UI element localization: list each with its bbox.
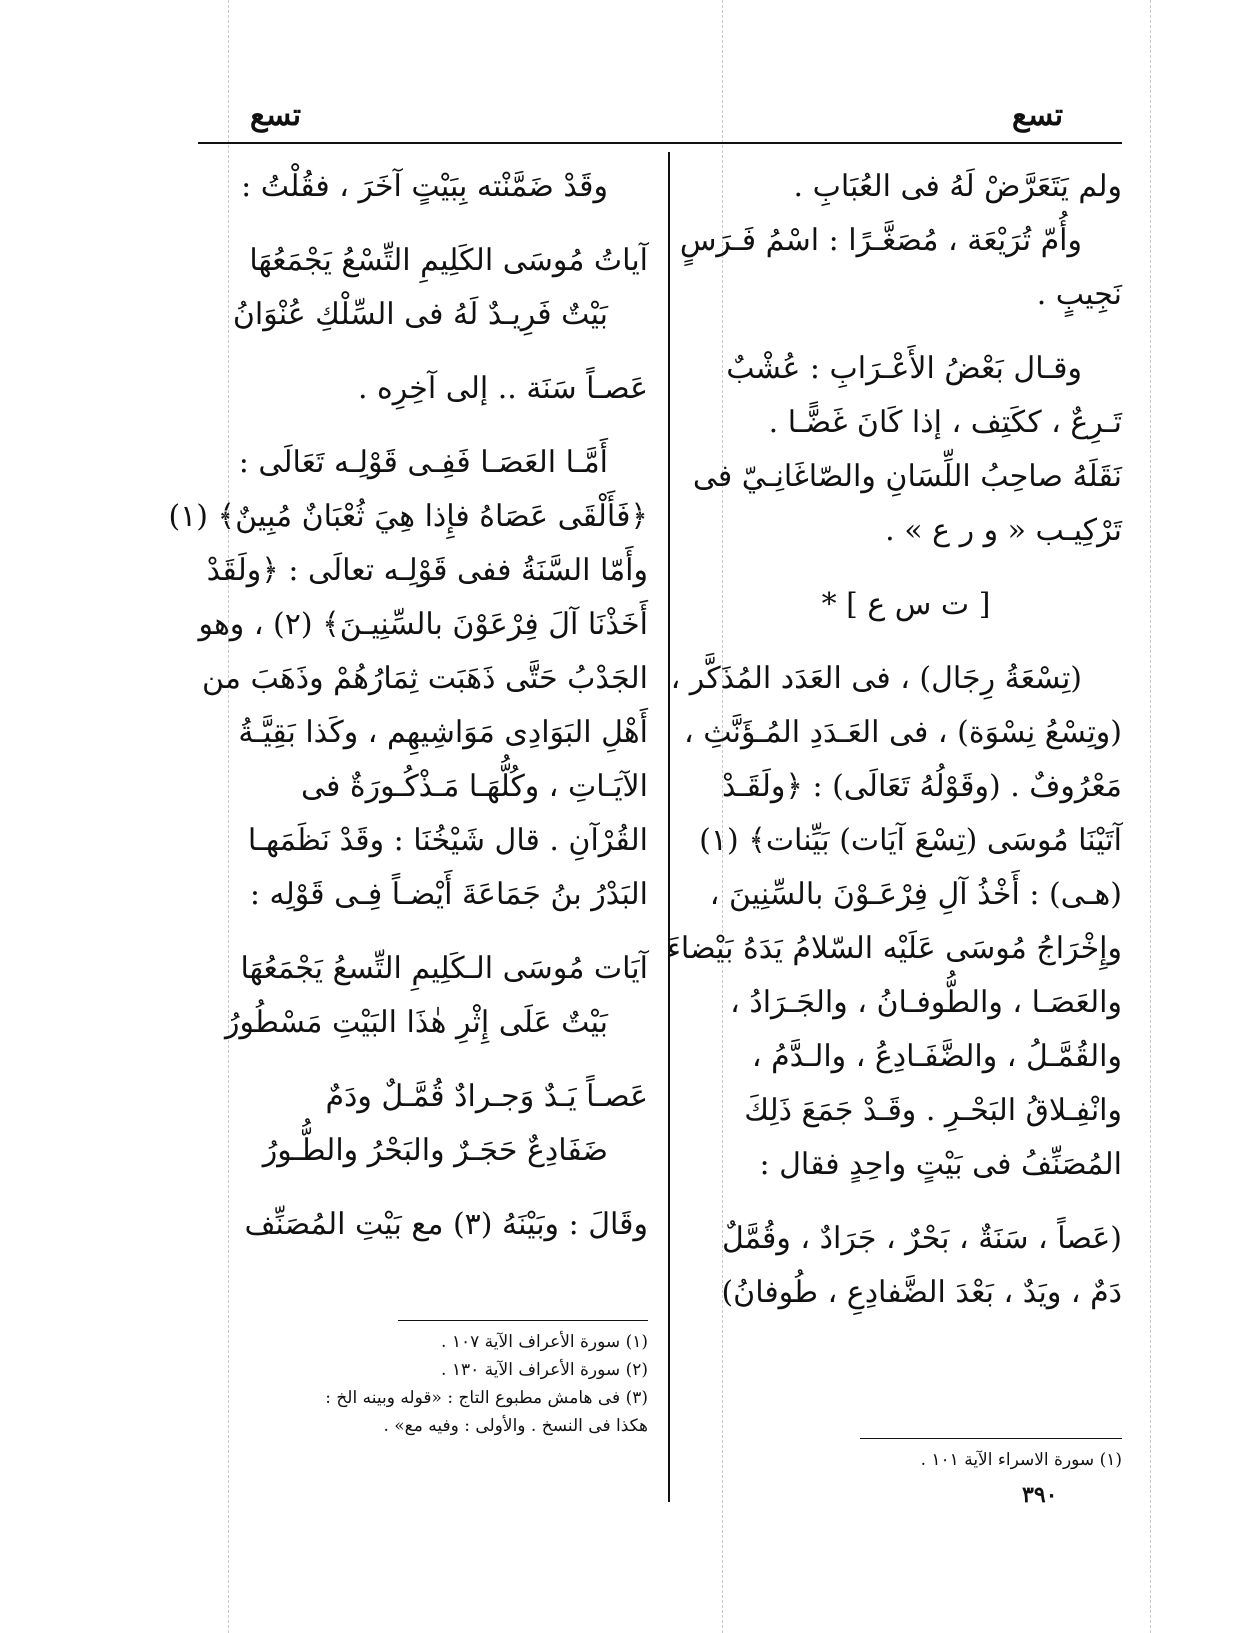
footnote-rule — [398, 1320, 648, 1321]
footnote-rule — [860, 1438, 1122, 1439]
text-line: وأَمّا السَّنَةُ ففى قَوْلِـه تعالَى : ﴿ولَقَدْ — [206, 553, 648, 588]
column-separator — [668, 152, 670, 1502]
page-number: ٣٩٠ — [1022, 1482, 1058, 1508]
footnote: (١) سورة الاسراء الآية ١٠١ . — [920, 1450, 1122, 1470]
text-line: الجَدْبُ حَتَّى ذَهَبَت ثِمَارُهُمْ وذَهَبَ من — [202, 661, 648, 696]
text-line: ولم يَتَعَرَّضْ لَهُ فى العُبَابِ . — [793, 169, 1122, 204]
verse-line: ضَفَادِعٌ حَجَـرٌ والبَحْرُ والطُّـورُ — [262, 1133, 608, 1168]
header-left-word: تسع — [250, 98, 302, 133]
footnote: (٢) سورة الأعراف الآية ١٣٠ . — [441, 1360, 648, 1380]
text-line: مَعْرُوفٌ . (وقَوْلُهُ تَعَالَى) : ﴿ولَقَـدْ — [722, 769, 1122, 804]
scan-guide-line — [1150, 0, 1151, 1633]
verse-line: عَصـاً يَـدٌ وَجـرادٌ قُمَّـلٌ ودَمٌ — [325, 1079, 648, 1114]
text-line: وقَالَ : وبَيْنَهُ (٣) مع بَيْتِ المُصَنِّف — [244, 1207, 648, 1242]
verse-line: (عَصاً ، سَنَةٌ ، بَحْرٌ ، جَرَادٌ ، وقُمَّلٌ — [721, 1221, 1122, 1256]
verse-line: آياتُ مُوسَى الكَلِيمِ التِّسْعُ يَجْمَعُهَا — [249, 243, 648, 278]
left-footnotes — [198, 1328, 648, 1440]
text-line: آتَيْنَا مُوسَى (تِسْعَ آيَات) بَيِّنات﴾ (١) — [699, 823, 1122, 858]
text-line: المُصَنِّفُ فى بَيْتٍ واحِدٍ فقال : — [759, 1147, 1122, 1182]
text-line: تَـرِعٌ ، ككَتِف ، إذا كَانَ غَضًّـا . — [768, 405, 1122, 440]
text-line: والقُمَّـلُ ، والضَّفَـادِعُ ، والـدَّمُ ، — [751, 1039, 1122, 1074]
verse-line: آيَات مُوسَى الـكَلِيمِ التِّسعُ يَجْمَعُهَا — [240, 951, 648, 986]
text-line: (وتِسْعُ نِسْوَة) ، فى العَـدَدِ المُـؤَنَّثِ ، — [684, 715, 1122, 750]
footnote: (١) سورة الأعراف الآية ١٠٧ . — [441, 1332, 648, 1352]
text-line: القُرْآنِ . قال شَيْخُنَا : وقَدْ نَظَمَهـا — [247, 823, 648, 858]
right-footnotes — [690, 1446, 1122, 1474]
text-line: ﴿فَأَلْقَى عَصَاهُ فإِذا هِيَ ثُعْبَانٌ مُبِينٌ﴾ (١) — [168, 499, 648, 534]
text-line: وأُمّ تُرَيْعَة ، مُصَغَّـرًا : اسْمُ فَـرَسٍ — [679, 223, 1082, 258]
header-right-word: تسع — [1012, 98, 1064, 133]
text-line: وإِخْرَاجُ مُوسَى عَلَيْه السّلامُ يَدَهُ بَيْضاءَ — [666, 931, 1122, 966]
text-line: (هـى) : أَخْذُ آلِ فِرْعَـوْنَ بالسِّنِينَ ، — [709, 877, 1122, 912]
text-line: والعَصَـا ، والطُّوفـانُ ، والجَـرَادُ ، — [730, 985, 1122, 1020]
header-rule — [198, 142, 1122, 144]
text-line: الآيَـاتِ ، وكُلُّهَـا مَـذْكُـورَةٌ فى — [301, 769, 648, 804]
text-line: عَصـاً سَنَة .. إلى آخِرِه . — [357, 371, 648, 406]
right-column — [666, 160, 1122, 1320]
text-line: نَقَلَهُ صاحِبُ اللِّسَانِ والصّاغَانِـيّ فى — [692, 459, 1122, 494]
text-line: تَرْكِيـب « و ر ع » . — [885, 513, 1122, 548]
text-line: نَجِيبٍ . — [1036, 277, 1122, 312]
text-line: البَدْرُ بنُ جَمَاعَةَ أَيْضـاً فِـى قَوْلِه : — [249, 877, 648, 912]
left-column — [168, 160, 648, 1252]
text-line: وانْفِـلاقُ البَحْـرِ . وقَـدْ جَمَعَ ذَلِكَ — [744, 1093, 1122, 1128]
entry-heading: [ ت س ع ] * — [821, 587, 991, 622]
text-line: أَمَّـا العَصَـا فَفِـى قَوْلِـه تَعَالَى : — [238, 445, 608, 480]
verse-line: دَمٌ ، ويَدٌ ، بَعْدَ الضَّفادِعِ ، طُوفانُ) — [721, 1275, 1122, 1310]
verse-line: بَيْتٌ فَرِيـدٌ لَهُ فى السِّلْكِ عُنْوَانُ — [232, 297, 608, 332]
text-line: وقـال بَعْضُ الأَعْـرَابِ : عُشْبٌ — [726, 351, 1082, 386]
text-line: أَخَذْنَا آلَ فِرْعَوْنَ بالسِّنِيـنَ﴾ (٢) ، وهو — [198, 607, 648, 642]
text-line: وقَدْ ضَمَّنْته بِبَيْتٍ آخَرَ ، فقُلْتُ : — [241, 169, 608, 204]
footnote: هكذا فى النسخ . والأولى : وفيه مع» . — [383, 1416, 648, 1436]
verse-line: بَيْتٌ عَلَى إِثْرِ هٰذَا البَيْتِ مَسْطُورُ — [225, 1005, 608, 1040]
footnote: (٣) فى هامش مطبوع التاج : «قوله وبينه الخ : — [325, 1388, 648, 1408]
text-line: أَهْلِ البَوَادِى مَوَاشِيهِم ، وكَذا بَقِيَّـةُ — [238, 715, 648, 750]
text-line: (تِسْعَةُ رِجَال) ، فى العَدَد المُذَكَّر ، — [670, 661, 1082, 696]
